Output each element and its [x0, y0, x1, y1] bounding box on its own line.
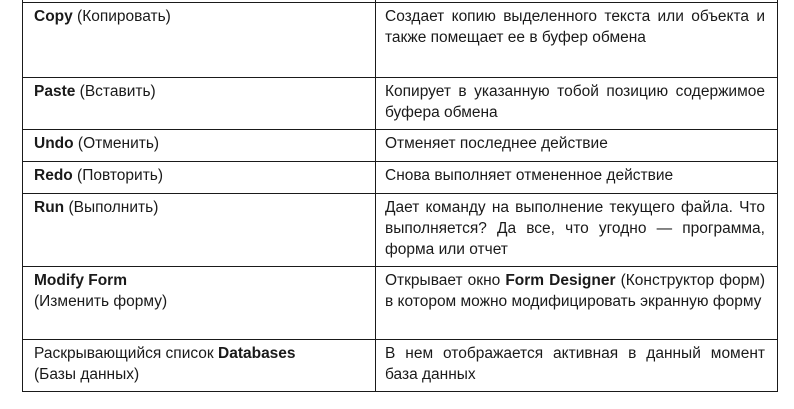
command-table: [22, 0, 778, 392]
command-prefix: Раскрывающийся список: [34, 345, 218, 362]
description-cell: Отменяет последнее действие: [376, 130, 778, 162]
description-cell: В нем отображается активная в данный момент база данных: [376, 340, 778, 392]
table-row-paste: [23, 78, 778, 130]
table-row-redo: [23, 162, 778, 194]
description-cell: Создает копию выделенного текста или объекта и также помещает ее в буфер обмена: [376, 3, 778, 78]
table-row-modify-form: [23, 267, 778, 340]
command-translation: (Изменить форму): [34, 293, 168, 310]
command-name: Undo: [34, 135, 74, 152]
description-cell: Снова выполняет отмененное действие: [376, 162, 778, 194]
command-cell: [23, 3, 376, 78]
command-translation: (Отменить): [73, 135, 160, 152]
table-row-databases: [23, 340, 778, 392]
description-suffix: (Конструктор форм) в котором можно модифицировать экранную форму: [385, 272, 766, 310]
command-cell: [23, 340, 376, 392]
command-translation: (Базы данных): [34, 366, 140, 383]
command-name: Copy: [34, 8, 73, 25]
command-name: Redo: [34, 167, 73, 184]
command-table-container: [22, 0, 777, 392]
description-prefix: Открывает окно: [385, 272, 506, 289]
table-row-run: [23, 194, 778, 267]
table-row-undo: [23, 130, 778, 162]
description-cell: Копирует в указанную тобой позицию содержимое буфера обмена: [376, 78, 778, 130]
command-cell: [23, 267, 376, 340]
table-row-copy: [23, 3, 778, 78]
command-cell: [23, 78, 376, 130]
command-name: Modify Form: [34, 272, 127, 289]
command-name: Paste: [34, 83, 76, 100]
command-cell: [23, 162, 376, 194]
command-translation: (Выполнить): [64, 199, 159, 216]
description-term: Form Designer: [505, 272, 616, 289]
description-cell: [376, 267, 778, 340]
command-name: Databases: [218, 345, 296, 362]
command-translation: (Копировать): [72, 8, 171, 25]
command-translation: (Вставить): [75, 83, 156, 100]
command-translation: (Повторить): [72, 167, 164, 184]
command-cell: [23, 130, 376, 162]
description-cell: Дает команду на выполнение текущего файла. Что выполняется? Да все, что угодно — программа, форма или отчет: [376, 194, 778, 267]
command-name: Run: [34, 199, 65, 216]
command-cell: [23, 194, 376, 267]
